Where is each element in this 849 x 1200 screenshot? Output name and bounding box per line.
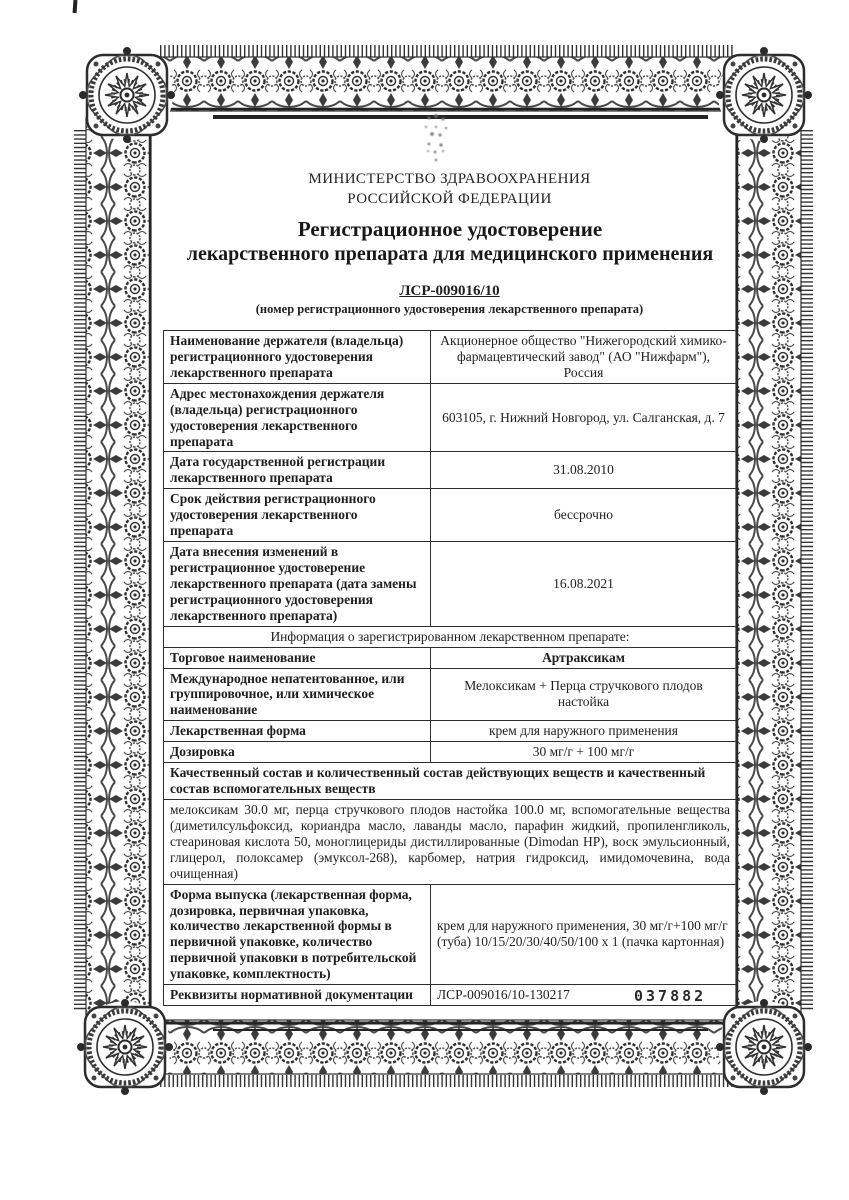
dosage-form-label: Лекарственная форма (164, 721, 431, 742)
table-row (164, 647, 737, 668)
frame-band-bottom (150, 1020, 742, 1074)
coat-of-arms-watermark-icon (413, 110, 459, 168)
registration-number-caption: (номер регистрационного удостоверения лекарственного препарата) (255, 302, 644, 316)
info-section-header: Информация о зарегистрированном лекарственном препарате: (164, 626, 737, 647)
certificate-table (163, 330, 737, 1006)
holder-name-value: Акционерное общество "Нижегородский химико-фармацевтический завод" (АО "Нижфарм"), Россия (431, 331, 737, 384)
dosage-value: 30 мг/г + 100 мг/г (431, 742, 737, 763)
holder-address-value: 603105, г. Нижний Новгород, ул. Салганская, д. 7 (431, 383, 737, 452)
release-form-value: крем для наружного применения, 30 мг/г+100 мг/г (туба) 10/15/20/30/40/50/100 х 1 (пачка картонная) (431, 884, 737, 985)
table-row (164, 489, 737, 542)
corner-rosette-icon (713, 44, 815, 146)
corner-rosette-icon (713, 996, 815, 1098)
release-form-label: Форма выпуска (лекарственная форма, дозировка, первичная упаковка, количество лекарственной формы в первичной упаковке, количество первичной упаковки в потребительской упаковке, комплектность) (164, 884, 431, 985)
validity-label: Срок действия регистрационного удостоверения лекарственного препарата (164, 489, 431, 542)
form-serial-number: 037882 (634, 987, 707, 1005)
holder-name-label: Наименование держателя (владельца) регистрационного удостоверения лекарственного препарата (164, 331, 431, 384)
holder-address-label: Адрес местонахождения держателя (владельца) регистрационного удостоверения лекарственного препарата (164, 383, 431, 452)
composition-header: Качественный состав и количественный состав действующих веществ и качественный состав вспомогательных веществ (164, 763, 737, 800)
corner-rosette-icon (76, 44, 178, 146)
ministry-line2: РОССИЙСКОЙ ФЕДЕРАЦИИ (347, 190, 552, 207)
normative-docs-label: Реквизиты нормативной документации (164, 985, 431, 1006)
table-row (164, 742, 737, 763)
table-row (164, 542, 737, 627)
table-row (164, 626, 737, 647)
document-title-line2: лекарственного препарата для медицинского применения (186, 243, 714, 266)
table-row (164, 884, 737, 985)
amendment-date-value: 16.08.2021 (431, 542, 737, 627)
registration-date-label: Дата государственной регистрации лекарственного препарата (164, 452, 431, 489)
trade-name-label: Торговое наименование (164, 647, 431, 668)
corner-rosette-icon (74, 996, 176, 1098)
table-row (164, 383, 737, 452)
trade-name-value: Артраксикам (431, 647, 737, 668)
inn-value: Мелоксикам + Перца стручкового плодов настойка (431, 668, 737, 721)
table-row (164, 668, 737, 721)
composition-text: мелоксикам 30.0 мг, перца стручкового плодов настойка 100.0 мг, вспомогательные вещества (диметилсульфоксид, кориандра масло, лаванды масло, парафин жидкий, пропиленгликоль, стеариновая кислота 50, моноглицериды дистиллированные (Dimodan HP), воск эмульсионный, глицерол, полоксамер (эмуксол-268), карбомер, натрия гидроксид, имидомочевина, вода очищенная) (164, 799, 737, 884)
registration-number: ЛСР-009016/10 (399, 283, 500, 299)
document-title-line1: Регистрационное удостоверение (297, 217, 603, 241)
amendment-date-label: Дата внесения изменений в регистрационное удостоверение лекарственного препарата (дата замены регистрационного удостоверения лекарственного препарата) (164, 542, 431, 627)
table-row (164, 721, 737, 742)
normative-docs-value: ЛСР-009016/10-130217 (431, 985, 737, 1006)
dosage-label: Дозировка (164, 742, 431, 763)
document-title (120, 216, 780, 267)
dosage-form-value: крем для наружного применения (431, 721, 737, 742)
frame-band-top (150, 57, 742, 111)
table-row (164, 799, 737, 884)
table-row (164, 763, 737, 800)
validity-value: бессрочно (431, 489, 737, 542)
registration-date-value: 31.08.2010 (431, 452, 737, 489)
table-row (164, 452, 737, 489)
table-row (164, 331, 737, 384)
inn-label: Международное непатентованное, или группировочное, или химическое наименование (164, 668, 431, 721)
ministry-name (163, 170, 736, 209)
ministry-line1: МИНИСТЕРСТВО ЗДРАВООХРАНЕНИЯ (308, 171, 591, 187)
